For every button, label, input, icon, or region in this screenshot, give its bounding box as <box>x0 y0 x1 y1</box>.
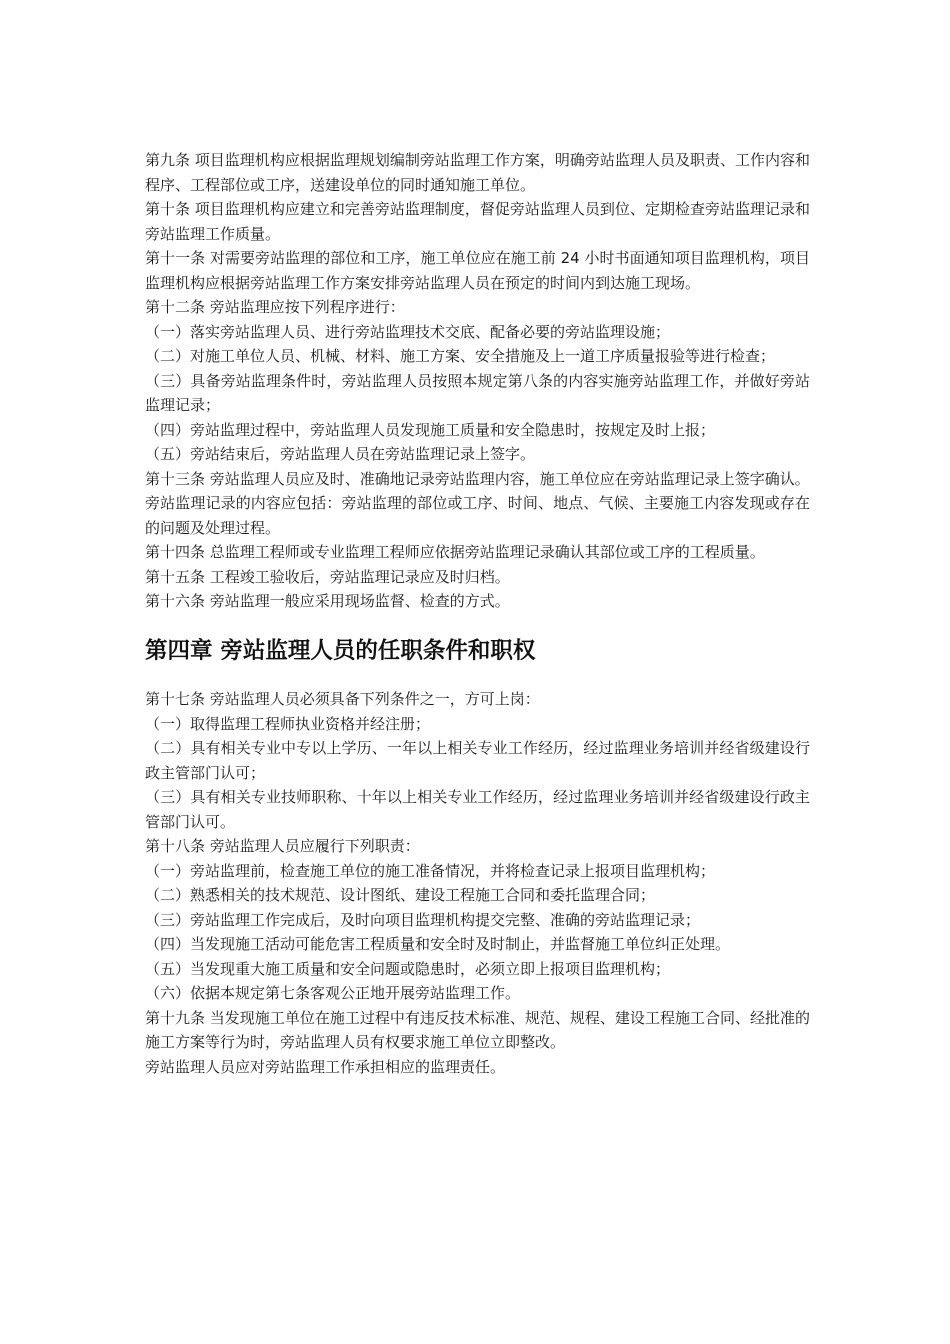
article-17: 第十七条 旁站监理人员必须具备下列条件之一，方可上岗： <box>145 690 540 708</box>
article-12-item-3: （三）具备旁站监理条件时，旁站监理人员按照本规定第八条的内容实施旁站监理工作，并做好旁站监理记录； <box>145 371 810 414</box>
article-14: 第十四条 总监理工程师或专业监理工程师应依据旁站监理记录确认其部位或工序的工程质量。 <box>145 543 765 561</box>
article-18-item-4: （四）当发现施工活动可能危害工程质量和安全时及时制止，并监督施工单位纠正处理。 <box>145 935 731 953</box>
article-18-item-2: （二）熟悉相关的技术规范、设计图纸、建设工程施工合同和委托监理合同； <box>145 886 656 904</box>
article-18-item-1: （一）旁站监理前，检查施工单位的施工准备情况，并将检查记录上报项目监理机构； <box>145 861 716 880</box>
section-articles-9-16 <box>145 148 810 614</box>
article-13: 第十三条 旁站监理人员应及时、准确地记录旁站监理内容，施工单位应在旁站监理记录上签字确认。 <box>145 469 810 488</box>
article-18-item-5: （五）当发现重大施工质量和安全问题或隐患时，必须立即上报项目监理机构； <box>145 959 671 978</box>
document-page <box>145 148 810 1079</box>
article-12: 第十二条 旁站监理应按下列程序进行： <box>145 298 405 316</box>
article-11: 第十一条 对需要旁站监理的部位和工序，施工单位应在施工前 24 小时书面通知项目监理机构，项目监理机构应根据旁站监理工作方案安排旁站监理人员在预定的时间内到达施工现场。 <box>145 249 810 292</box>
article-17-item-1: （一）取得监理工程师执业资格并经注册； <box>145 714 431 733</box>
article-9: 第九条 项目监理机构应根据监理规划编制旁站监理工作方案，明确旁站监理人员及职责、工作内容和程序、工程部位或工序，送建设单位的同时通知施工单位。 <box>145 151 810 194</box>
article-13-record-content: 旁站监理记录的内容应包括：旁站监理的部位或工序、时间、地点、气候、主要施工内容发现或存在的问题及处理过程。 <box>145 494 810 537</box>
article-18: 第十八条 旁站监理人员应履行下列职责： <box>145 837 420 855</box>
article-16: 第十六条 旁站监理一般应采用现场监督、检查的方式。 <box>145 592 510 610</box>
article-18-item-6: （六）依据本规定第七条客观公正地开展旁站监理工作。 <box>145 984 521 1002</box>
article-12-item-4: （四）旁站监理过程中，旁站监理人员发现施工质量和安全隐患时，按规定及时上报； <box>145 420 716 439</box>
article-19-responsibility: 旁站监理人员应对旁站监理工作承担相应的监理责任。 <box>145 1057 506 1076</box>
article-19: 第十九条 当发现施工单位在施工过程中有违反技术标准、规范、规程、建设工程施工合同、经批准的施工方案等行为时，旁站监理人员有权要求施工单位立即整改。 <box>145 1008 810 1051</box>
article-15: 第十五条 工程竣工验收后，旁站监理记录应及时归档。 <box>145 567 510 586</box>
article-12-item-1: （一）落实旁站监理人员、进行旁站监理技术交底、配备必要的旁站监理设施； <box>145 322 671 341</box>
chapter-4-title: 第四章 旁站监理人员的任职条件和职权 <box>145 637 536 664</box>
article-17-item-2: （二）具有相关专业中专以上学历、一年以上相关专业工作经历，经过监理业务培训并经省级建设行政主管部门认可； <box>145 739 810 782</box>
section-articles-17-19 <box>145 687 810 1079</box>
article-18-item-3: （三）旁站监理工作完成后，及时向项目监理机构提交完整、准确的旁站监理记录； <box>145 910 701 929</box>
article-17-item-3: （三）具有相关专业技师职称、十年以上相关专业工作经历，经过监理业务培训并经省级建设行政主管部门认可。 <box>145 788 810 831</box>
article-12-item-5: （五）旁站结束后，旁站监理人员在旁站监理记录上签字。 <box>145 445 536 463</box>
article-12-item-2: （二）对施工单位人员、机械、材料、施工方案、安全措施及上一道工序质量报验等进行检查； <box>145 347 776 365</box>
article-10: 第十条 项目监理机构应建立和完善旁站监理制度，督促旁站监理人员到位、定期检查旁站监理记录和旁站监理工作质量。 <box>145 200 810 243</box>
